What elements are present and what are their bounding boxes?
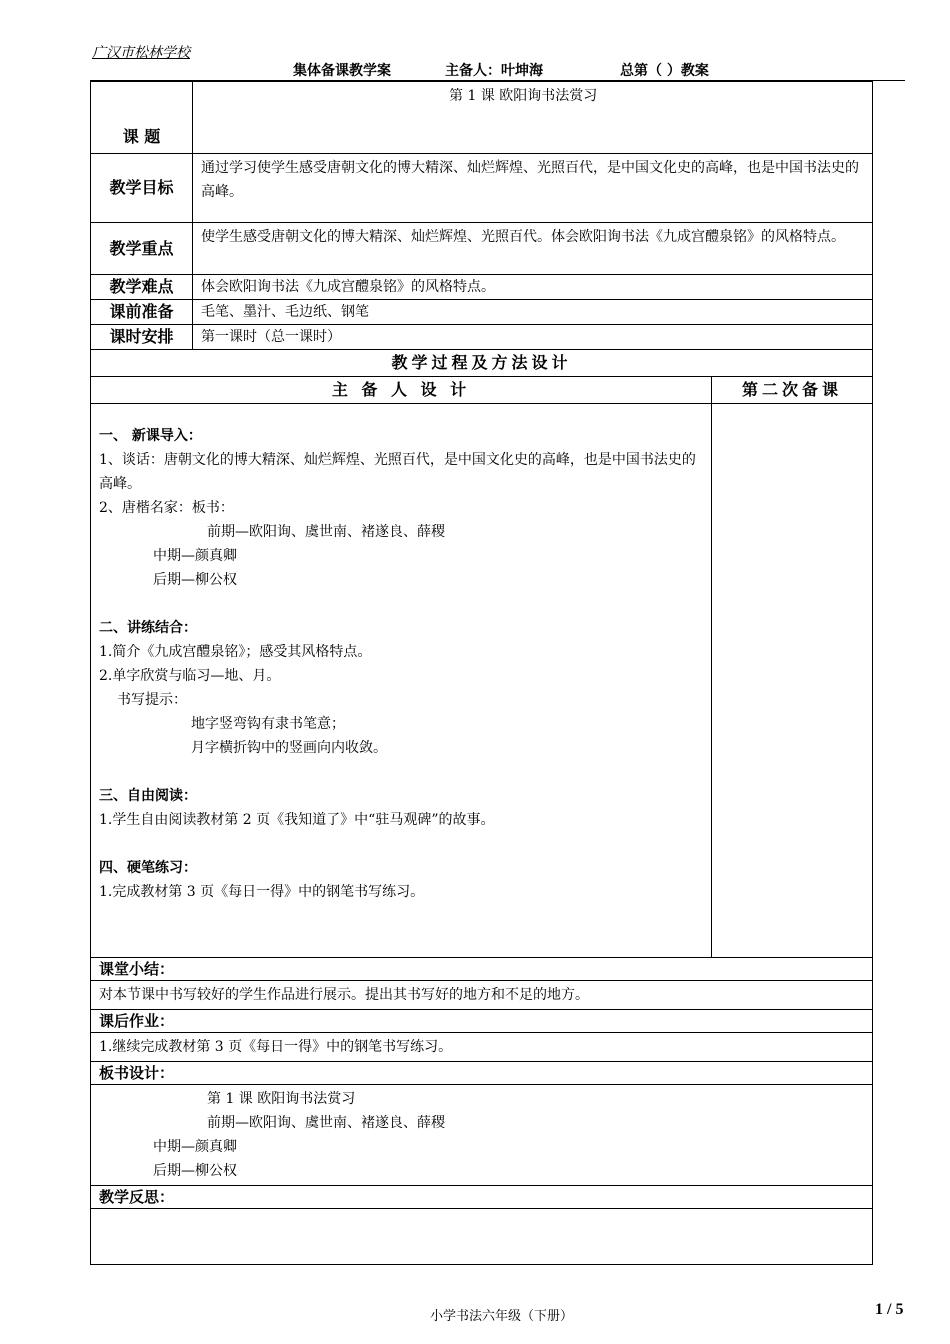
section-2-line-4: 地字竖弯钩有隶书笔意； (191, 716, 345, 732)
section-3-title: 三、自由阅读： (99, 788, 197, 804)
section-2-line-5: 月字横折钩中的竖画向内收敛。 (191, 740, 387, 756)
row-summary-label (91, 958, 873, 981)
board-label: 板书设计： (91, 1062, 873, 1085)
topic-value: 第 1 课 欧阳询书法赏习 (193, 82, 873, 154)
row-reflection-label (91, 1186, 873, 1209)
summary-label: 课堂小结： (91, 958, 873, 981)
row-process-title (91, 350, 873, 377)
section-2-line-3: 书写提示： (117, 692, 187, 708)
row-key (91, 223, 873, 275)
row-process-body (91, 404, 873, 958)
row-goal (91, 154, 873, 223)
topic-label: 课 题 (91, 82, 193, 154)
schedule-label: 课时安排 (91, 325, 193, 350)
section-2-line-2: 2.单字欣赏与临习—地、月。 (99, 668, 281, 684)
board-line-4: 后期—柳公权 (153, 1163, 237, 1179)
key-label: 教学重点 (91, 223, 193, 275)
board-line-3: 中期—颜真卿 (153, 1139, 237, 1155)
schedule-value: 第一课时（总一课时） (193, 325, 873, 350)
header-total: 总第（ ）教案 (620, 63, 709, 79)
difficulty-label: 教学难点 (91, 275, 193, 300)
board-line-2: 前期—欧阳询、虞世南、褚遂良、薛稷 (207, 1115, 445, 1131)
homework-text: 1.继续完成教材第 3 页《每日一得》中的钢笔书写练习。 (91, 1033, 873, 1062)
row-board-label (91, 1062, 873, 1085)
row-reflection-content (91, 1209, 873, 1265)
main-design-header: 主 备 人 设 计 (91, 377, 712, 404)
section-1-line-2: 2、唐楷名家：板书： (99, 500, 234, 516)
row-summary-text (91, 981, 873, 1010)
section-1-title: 一、 新课导入： (99, 428, 202, 444)
header-title: 集体备课教学案 (293, 63, 391, 79)
board-content (91, 1085, 873, 1186)
section-2-title: 二、讲练结合： (99, 620, 197, 636)
row-homework-text (91, 1033, 873, 1062)
section-4-title: 四、硬笔练习： (99, 860, 197, 876)
section-4-line-1: 1.完成教材第 3 页《每日一得》中的钢笔书写练习。 (99, 884, 425, 900)
row-difficulty (91, 275, 873, 300)
school-name: 广汉市松林学校 (92, 45, 190, 61)
page-number: 1 / 5 (875, 1301, 904, 1318)
difficulty-value: 体会欧阳询书法《九成宫醴泉铭》的风格特点。 (193, 275, 873, 300)
row-process-columns (91, 377, 873, 404)
prep-value: 毛笔、墨汁、毛边纸、钢笔 (193, 300, 873, 325)
section-2-line-1: 1.简介《九成宫醴泉铭》；感受其风格特点。 (99, 644, 372, 660)
section-1-line-5: 后期—柳公权 (153, 572, 237, 588)
summary-text: 对本节课中书写较好的学生作品进行展示。提出其书写好的地方和不足的地方。 (91, 981, 873, 1010)
process-title: 教学过程及方法设计 (91, 350, 873, 377)
header-preparer: 主备人：叶坤海 (445, 63, 543, 79)
section-3-line-1: 1.学生自由阅读教材第 2 页《我知道了》中“驻马观碑”的故事。 (99, 812, 495, 828)
homework-label: 课后作业： (91, 1010, 873, 1033)
prep-label: 课前准备 (91, 300, 193, 325)
row-board-content (91, 1085, 873, 1186)
section-1-line-4: 中期—颜真卿 (153, 548, 237, 564)
reflection-label: 教学反思： (91, 1186, 873, 1209)
main-design-content (91, 404, 712, 958)
section-1-line-1: 1、谈话：唐朝文化的博大精深、灿烂辉煌、光照百代，是中国文化史的高峰，也是中国书法史的高峰。 (99, 452, 696, 492)
goal-value: 通过学习使学生感受唐朝文化的博大精深、灿烂辉煌、光照百代，是中国文化史的高峰，也是中国书法史的高峰。 (193, 154, 873, 223)
key-value: 使学生感受唐朝文化的博大精深、灿烂辉煌、光照百代。体会欧阳询书法《九成宫醴泉铭》的风格特点。 (193, 223, 873, 275)
second-prep-content (712, 404, 873, 958)
second-prep-header: 第二次备课 (712, 377, 873, 404)
page-header (90, 60, 905, 81)
row-prep (91, 300, 873, 325)
row-topic (91, 82, 873, 154)
row-homework-label (91, 1010, 873, 1033)
row-schedule (91, 325, 873, 350)
goal-label: 教学目标 (91, 154, 193, 223)
lesson-plan-table (90, 81, 873, 1265)
footer-book: 小学书法六年级（下册） (430, 1309, 574, 1324)
board-line-1: 第 1 课 欧阳询书法赏习 (207, 1091, 356, 1107)
reflection-content (91, 1209, 873, 1265)
section-1-line-3: 前期—欧阳询、虞世南、褚遂良、薛稷 (207, 524, 445, 540)
